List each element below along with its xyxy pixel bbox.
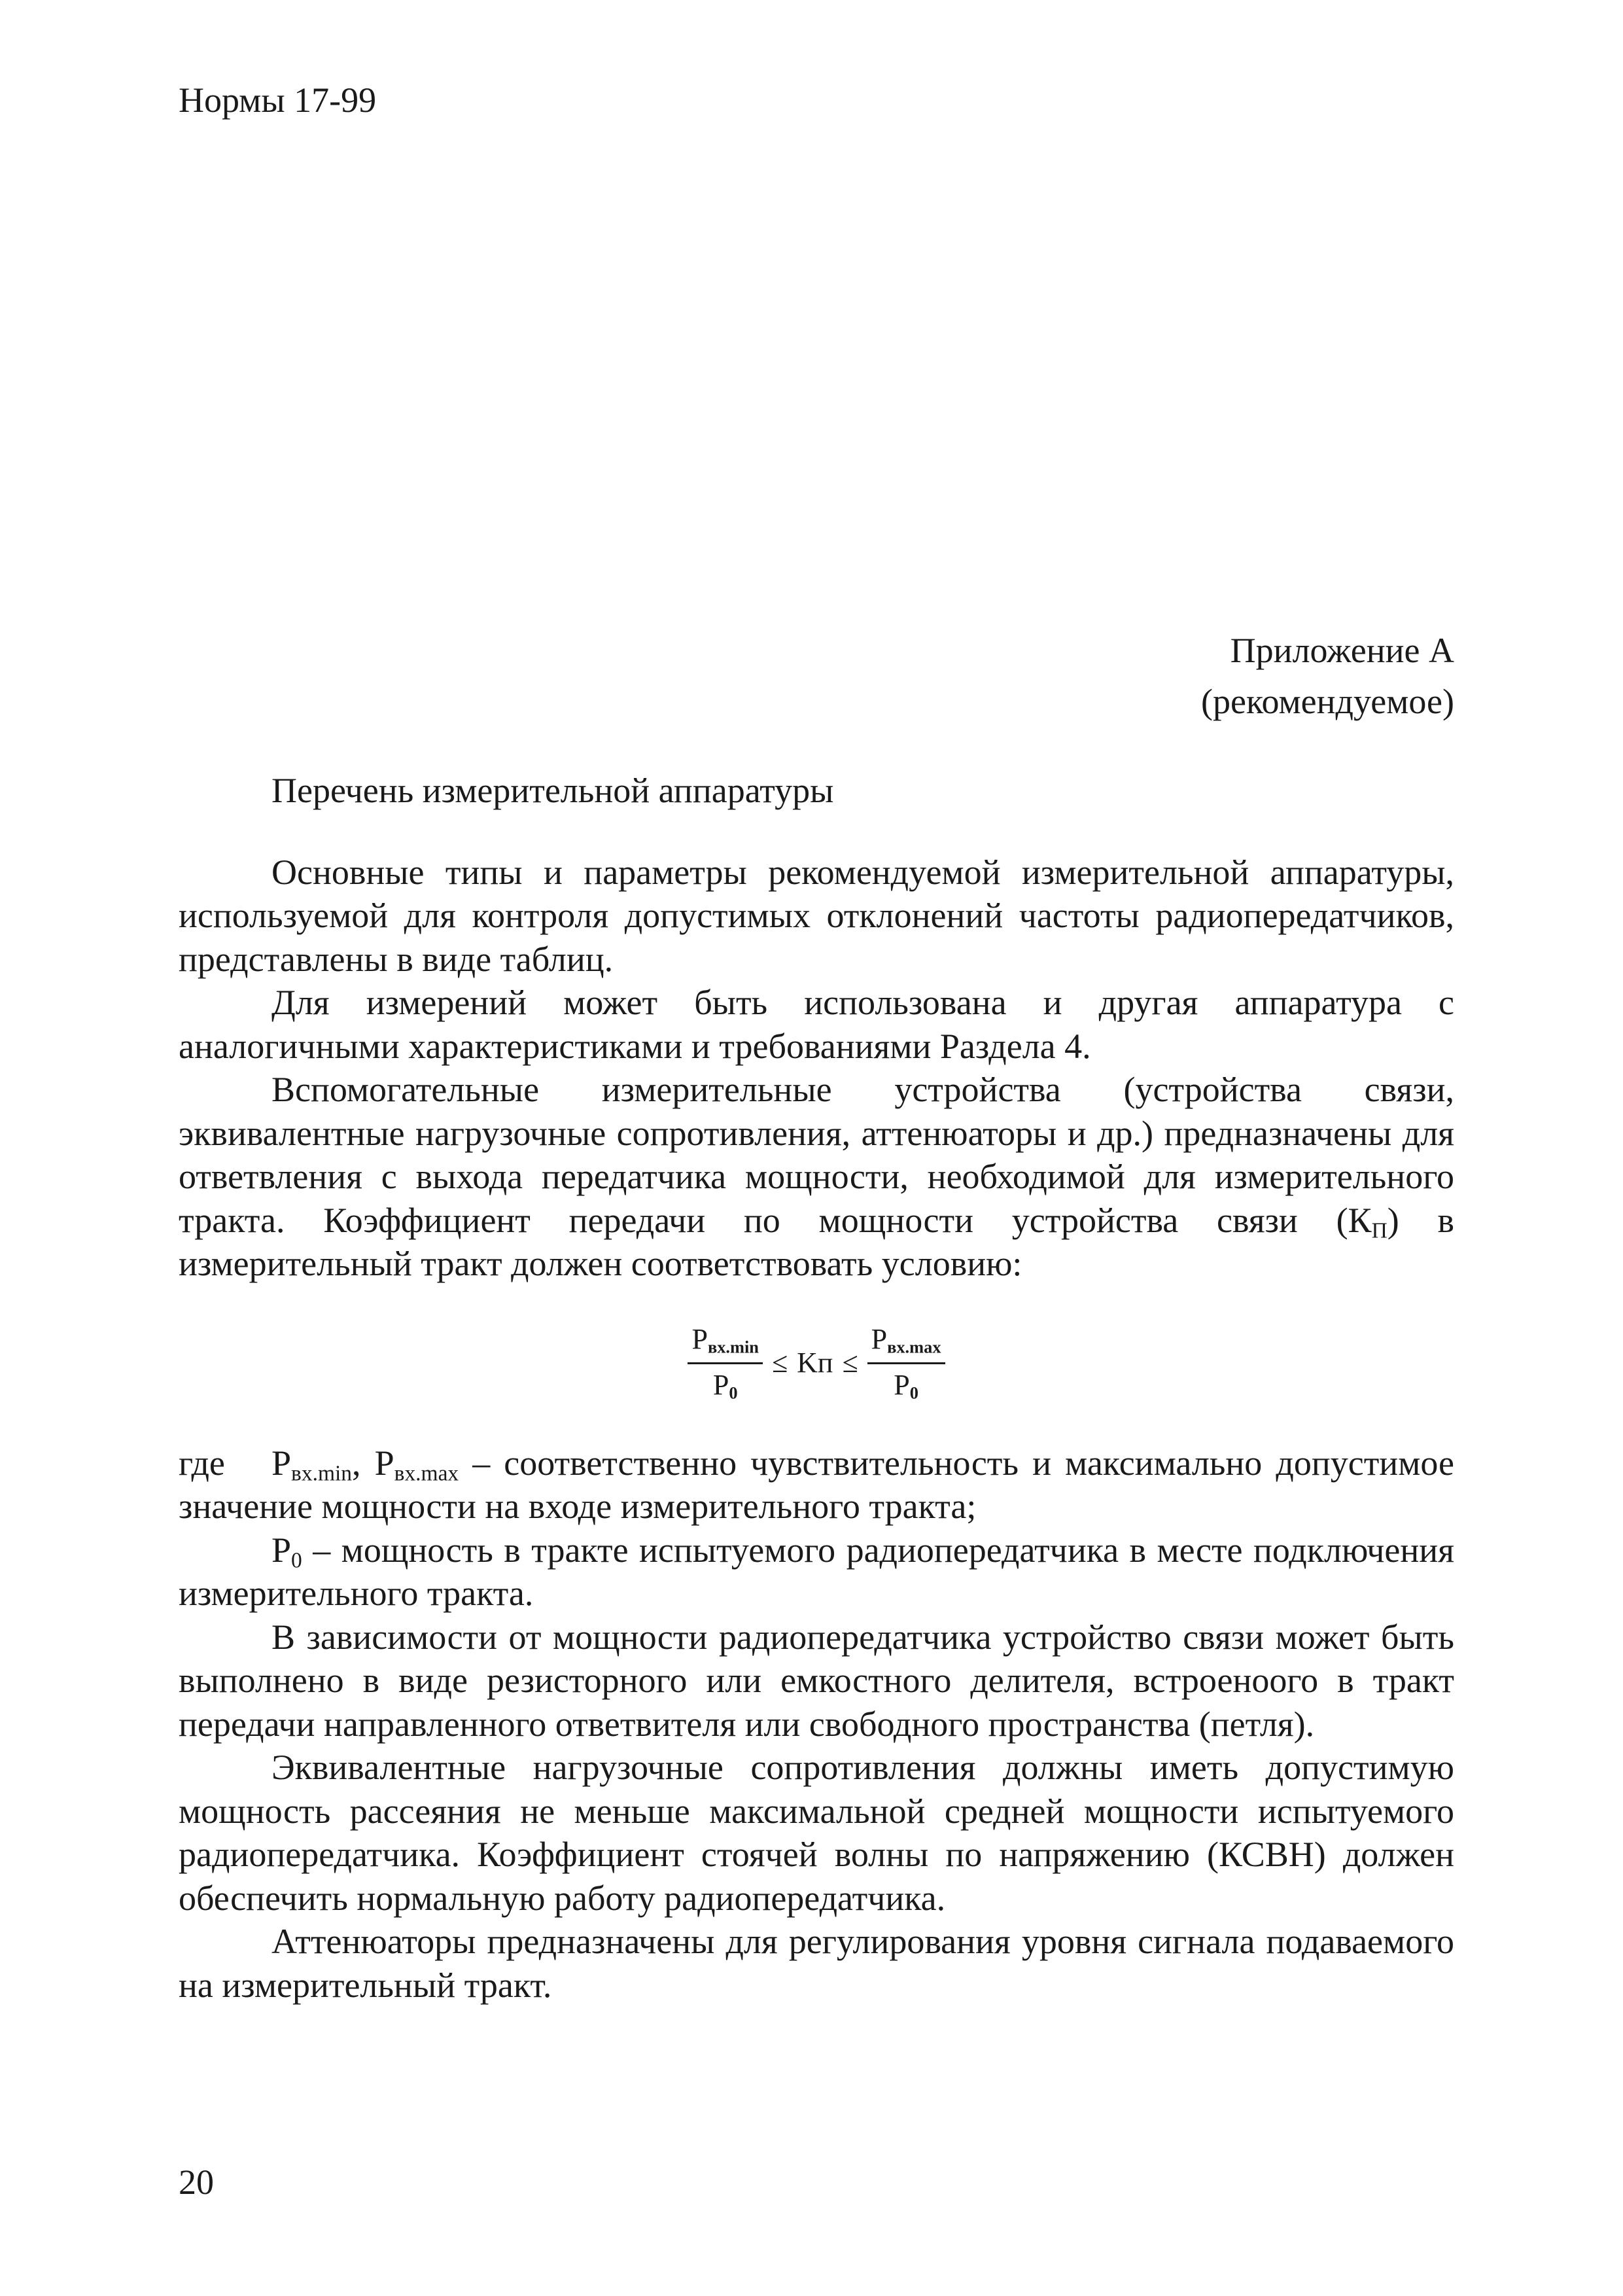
- section-heading: Перечень измерительной аппаратуры: [271, 771, 834, 810]
- transfer-coefficient: Kп: [797, 1347, 833, 1379]
- kp-subscript: П: [1371, 1218, 1387, 1243]
- paragraph-auxiliary-text-end: ) в измерительный тракт должен соответствовать условию:: [179, 1200, 1454, 1283]
- paragraph-p0-definition: $P_0$ – мощность в тракте испытуемого радиопередатчика в месте подключения измерительного тракта.: [179, 1530, 1454, 1613]
- paragraph-main-types: Основные типы и параметры рекомендуемой измерительной аппаратуры, используемой для контроля допустимых отклонений частоты радиопередатчиков, представлены в виде таблиц.: [179, 852, 1454, 979]
- fraction-left-numerator: Pвх.min: [688, 1324, 763, 1364]
- condition-formula: [179, 1315, 1454, 1413]
- appendix-status: (рекомендуемое): [1201, 682, 1454, 721]
- document-body: [179, 769, 1454, 2007]
- paragraph-equivalent-loads: Эквивалентные нагрузочные сопротивления должны иметь допустимую мощность рассеяния не меньше максимальной средней мощности испытуемого радиопередатчика. Коэффициент стоячей волны по напряжению (КСВН) должен обеспечить нормальную работу радиопередатчика.: [179, 1748, 1454, 1918]
- fraction-left-denominator: P0: [712, 1369, 738, 1403]
- where-label: где: [179, 1443, 225, 1483]
- paragraph-coupling-device: В зависимости от мощности радиопередатчика устройство связи может быть выполнено в виде резисторного или емкостного делителя, встроеноого в тракт передачи направленного ответвителя или свободного пространства (петля).: [179, 1617, 1454, 1744]
- paragraph-attenuators: Аттенюаторы предназначены для регулирования уровня сигнала подаваемого на измерительный тракт.: [179, 1922, 1454, 2005]
- appendix-heading: [1201, 625, 1454, 727]
- less-or-equal-sign: ≤: [842, 1347, 858, 1379]
- fraction-right-numerator: Pвх.max: [867, 1324, 945, 1364]
- paragraph-where-definition: где $P_{вх.min}$, $P_{вх.max}$ – соответственно чувствительность и максимально допустимое значение мощности на входе измерительного тракта;: [179, 1441, 1454, 1528]
- paragraph-auxiliary-devices: [179, 1068, 1454, 1286]
- fraction-right: [867, 1324, 945, 1402]
- paragraph-other-equipment: Для измерений может быть использована и другая аппаратура с аналогичными характеристиками и требованиями Раздела 4.: [179, 983, 1454, 1066]
- appendix-label: Приложение А: [1230, 631, 1454, 670]
- document-header: Нормы 17-99: [179, 80, 377, 120]
- less-or-equal-sign: ≤: [771, 1347, 788, 1379]
- fraction-right-denominator: P0: [894, 1369, 918, 1403]
- page-number: 20: [179, 2163, 214, 2202]
- paragraph-auxiliary-text-start: Вспомогательные измерительные устройства (устройства связи, эквивалентные нагрузочные сопротивления, аттенюаторы и др.) предназначены для ответвления с выхода передатчика мощности, необходимой для измерительного тракта. Коэффициент передачи по мощности устройства связи (К: [179, 1070, 1454, 1240]
- fraction-left: [688, 1324, 763, 1402]
